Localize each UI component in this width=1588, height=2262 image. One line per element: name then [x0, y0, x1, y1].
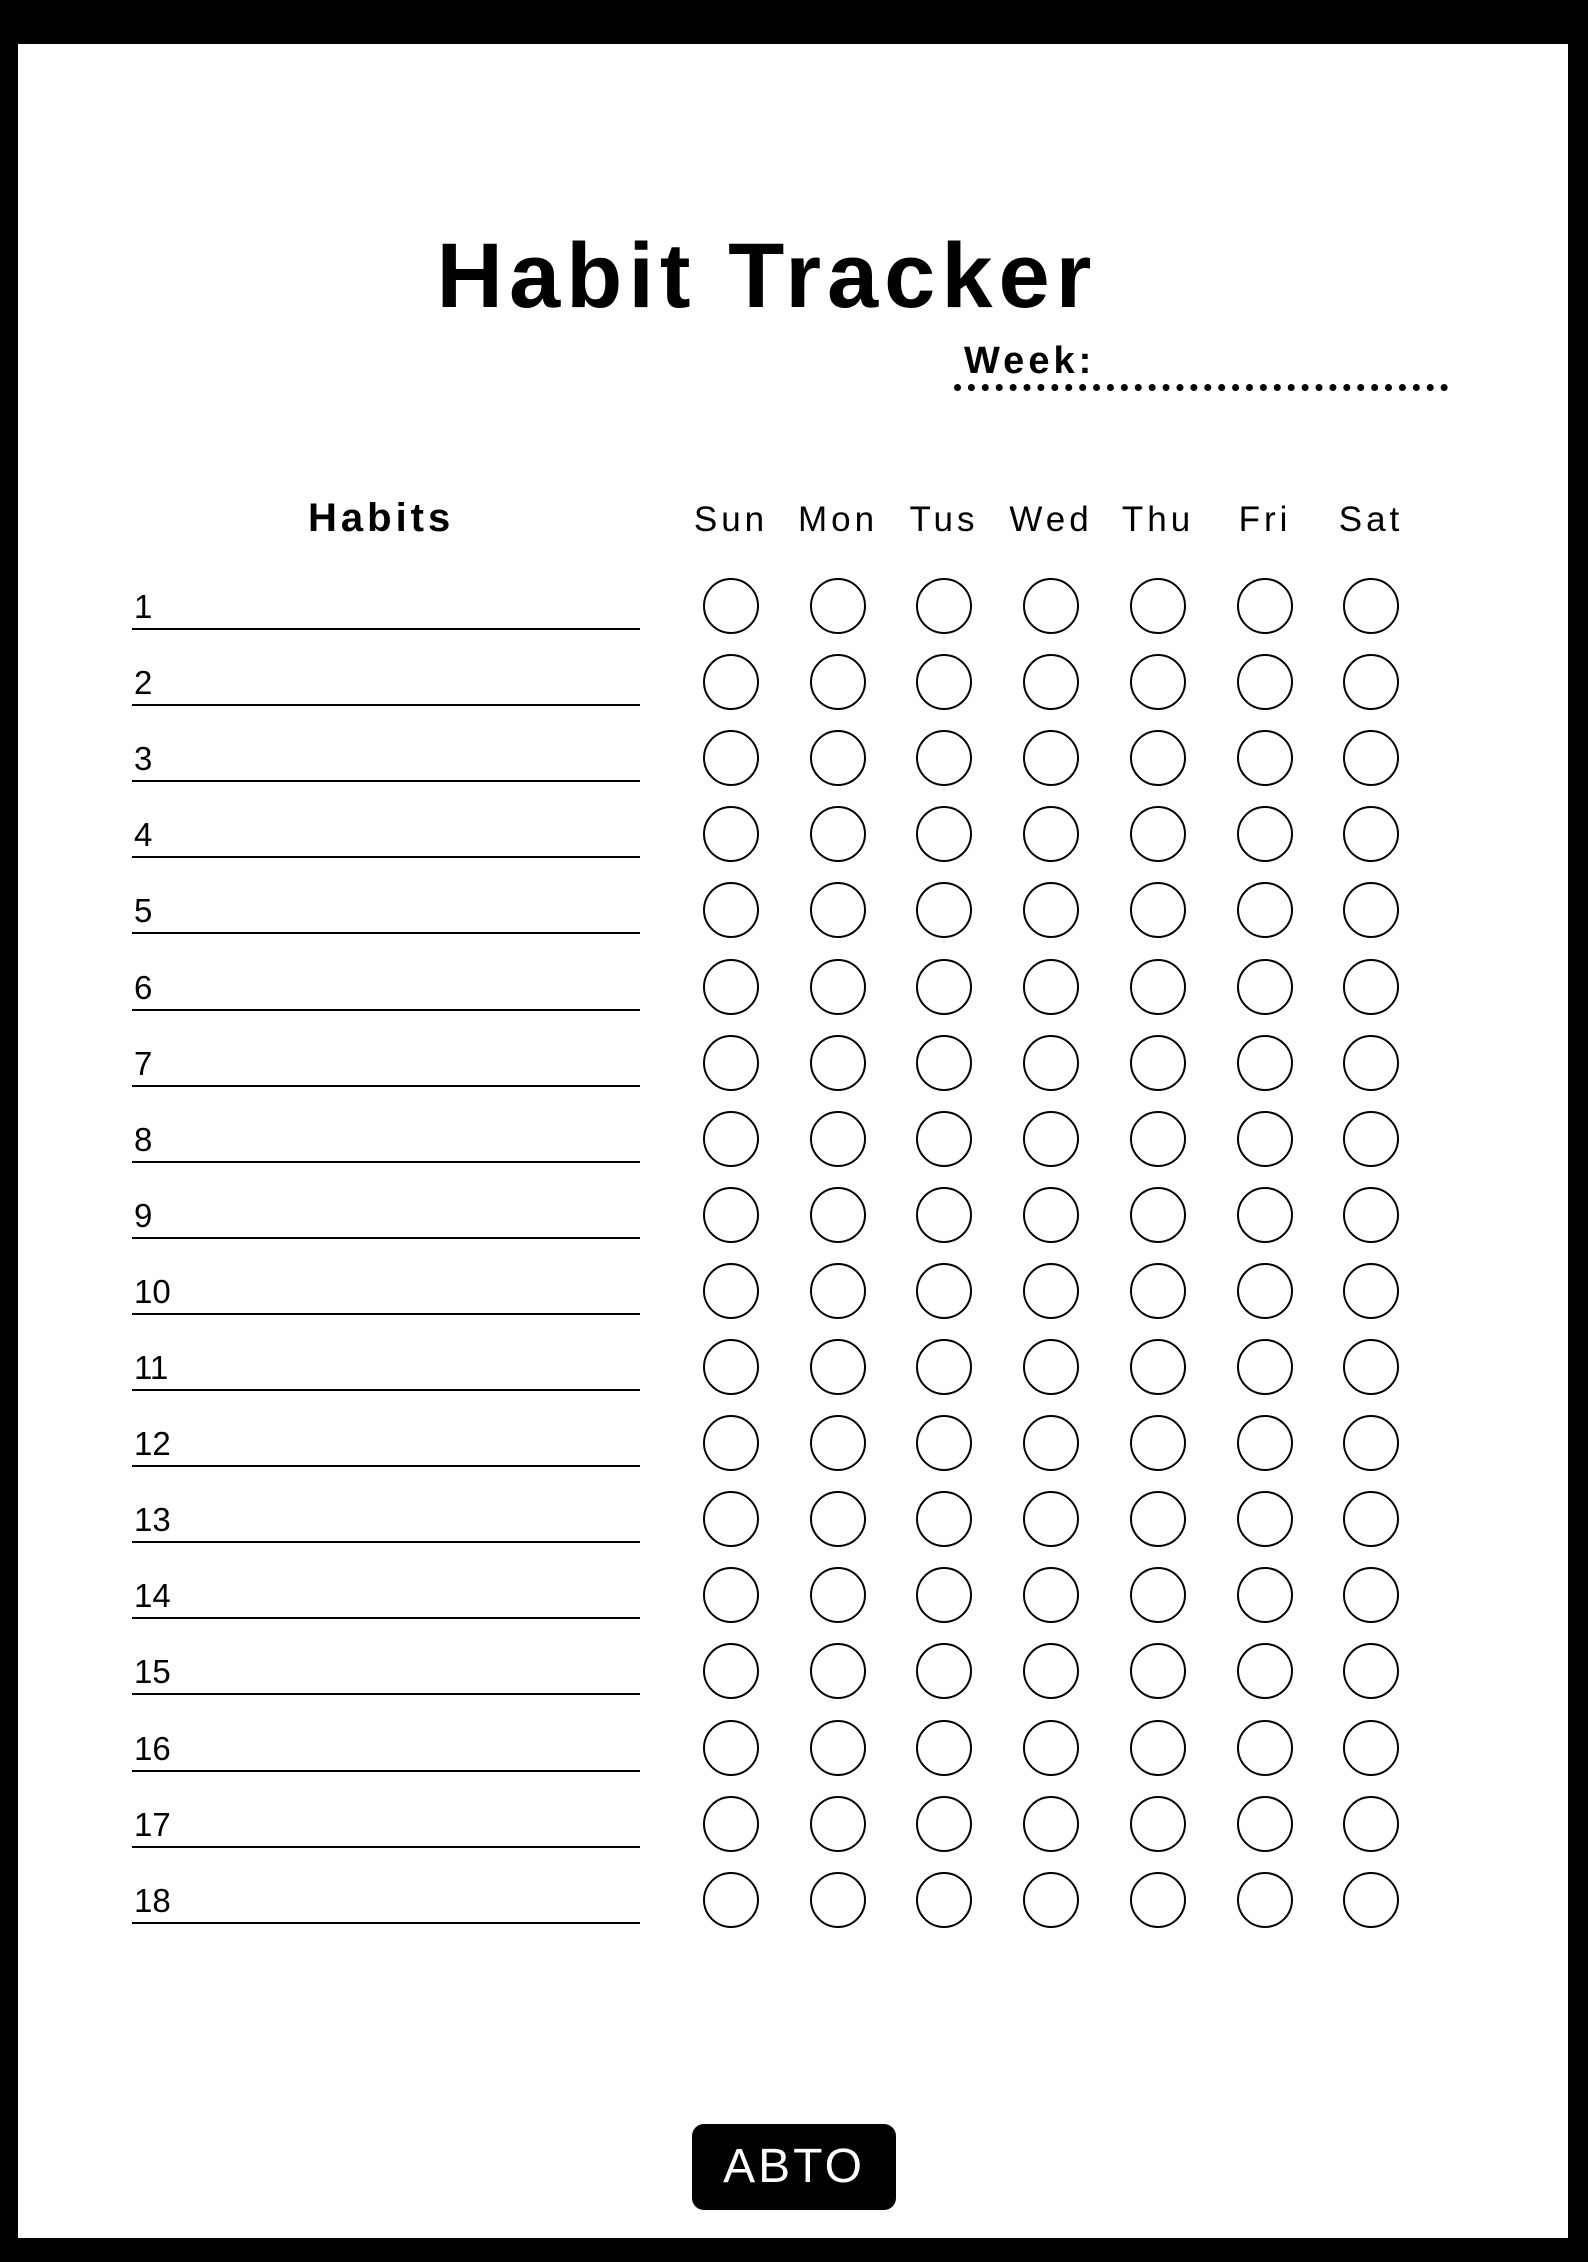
habit-name-line[interactable] [132, 1846, 640, 1848]
habit-check-circle-wed[interactable] [1023, 1491, 1079, 1547]
habit-check-circle-mon[interactable] [810, 1643, 866, 1699]
habit-check-circle-wed[interactable] [1023, 1796, 1079, 1852]
habit-check-circle-sun[interactable] [703, 1491, 759, 1547]
habit-check-circle-thu[interactable] [1130, 1796, 1186, 1852]
habit-check-circle-wed[interactable] [1023, 1415, 1079, 1471]
habit-check-circle-wed[interactable] [1023, 1567, 1079, 1623]
habit-row-number: 1 [134, 588, 153, 625]
habit-check-circle-tus[interactable] [916, 1872, 972, 1928]
habit-check-circle-mon[interactable] [810, 1796, 866, 1852]
habit-check-circle-sun[interactable] [703, 654, 759, 710]
habit-check-circle-tus[interactable] [916, 806, 972, 862]
habit-check-circle-thu[interactable] [1130, 882, 1186, 938]
habit-check-circle-sat[interactable] [1343, 1111, 1399, 1167]
habit-name-line[interactable] [132, 932, 640, 934]
habit-check-circle-sat[interactable] [1343, 1415, 1399, 1471]
habit-check-circle-tus[interactable] [916, 1796, 972, 1852]
habit-check-circle-fri[interactable] [1237, 1491, 1293, 1547]
habit-check-circle-sat[interactable] [1343, 882, 1399, 938]
habit-check-circle-sun[interactable] [703, 1643, 759, 1699]
habit-check-circle-fri[interactable] [1237, 730, 1293, 786]
habit-check-circle-mon[interactable] [810, 1339, 866, 1395]
habit-name-line[interactable] [132, 780, 640, 782]
habit-check-circle-sun[interactable] [703, 1035, 759, 1091]
habit-check-circle-sun[interactable] [703, 882, 759, 938]
habit-check-circle-fri[interactable] [1237, 1263, 1293, 1319]
habit-name-line[interactable] [132, 1389, 640, 1391]
habit-check-circle-tus[interactable] [916, 1643, 972, 1699]
habit-check-circle-mon[interactable] [810, 1111, 866, 1167]
habit-check-circle-sun[interactable] [703, 959, 759, 1015]
habit-check-circle-wed[interactable] [1023, 1643, 1079, 1699]
habit-check-circle-mon[interactable] [810, 1567, 866, 1623]
day-header-mon: Mon [797, 500, 879, 539]
habit-check-circle-fri[interactable] [1237, 1035, 1293, 1091]
habit-check-circle-sun[interactable] [703, 1111, 759, 1167]
habit-check-circle-tus[interactable] [916, 654, 972, 710]
habit-check-circle-thu[interactable] [1130, 1111, 1186, 1167]
habit-check-circle-fri[interactable] [1237, 806, 1293, 862]
habit-row-number: 17 [134, 1805, 171, 1843]
habit-check-circle-sun[interactable] [703, 1720, 759, 1776]
habit-check-circle-tus[interactable] [916, 1111, 972, 1167]
habit-row-number: 16 [134, 1729, 171, 1767]
habit-check-circle-mon[interactable] [810, 882, 866, 938]
habit-check-circle-wed[interactable] [1023, 1339, 1079, 1395]
habit-check-circle-mon[interactable] [810, 1872, 866, 1928]
habit-check-circle-fri[interactable] [1237, 1796, 1293, 1852]
habit-check-circle-tus[interactable] [916, 1339, 972, 1395]
habit-check-circle-sat[interactable] [1343, 654, 1399, 710]
habit-check-circle-sun[interactable] [703, 1187, 759, 1243]
habit-check-circle-thu[interactable] [1130, 806, 1186, 862]
habit-row-number: 9 [134, 1196, 153, 1234]
day-header-sat: Sat [1338, 500, 1404, 539]
habit-check-circle-wed[interactable] [1023, 1035, 1079, 1091]
habit-row-number: 13 [134, 1501, 171, 1539]
habit-check-circle-wed[interactable] [1023, 1111, 1079, 1167]
habit-check-circle-sun[interactable] [703, 578, 759, 634]
habit-check-circle-mon[interactable] [810, 1187, 866, 1243]
habit-check-circle-sun[interactable] [703, 806, 759, 862]
habit-check-circle-thu[interactable] [1130, 578, 1186, 634]
habit-check-circle-fri[interactable] [1237, 1720, 1293, 1776]
habit-check-circle-mon[interactable] [810, 1415, 866, 1471]
habit-check-circle-sun[interactable] [703, 1872, 759, 1928]
habit-check-circle-wed[interactable] [1023, 578, 1079, 634]
habit-name-line[interactable] [132, 704, 640, 706]
habit-check-circle-mon[interactable] [810, 1720, 866, 1776]
day-header-tus: Tus [909, 500, 979, 539]
habit-row-number: 15 [134, 1653, 171, 1691]
habit-check-circle-sat[interactable] [1343, 806, 1399, 862]
habit-check-circle-tus[interactable] [916, 1035, 972, 1091]
habit-check-circle-fri[interactable] [1237, 654, 1293, 710]
tracker-page [18, 44, 1568, 2238]
habit-check-circle-sat[interactable] [1343, 1035, 1399, 1091]
habit-check-circle-mon[interactable] [810, 654, 866, 710]
habit-check-circle-mon[interactable] [810, 578, 866, 634]
habit-row-number: 5 [134, 892, 153, 930]
habit-check-circle-tus[interactable] [916, 1187, 972, 1243]
habit-check-circle-sun[interactable] [703, 1796, 759, 1852]
habit-check-circle-sat[interactable] [1343, 1567, 1399, 1623]
habit-check-circle-thu[interactable] [1130, 1567, 1186, 1623]
watermark-badge: ABTO [692, 2124, 896, 2210]
habit-name-line[interactable] [132, 1313, 640, 1315]
habit-check-circle-thu[interactable] [1130, 1187, 1186, 1243]
habit-name-line[interactable] [132, 1161, 640, 1163]
habit-row-number: 18 [134, 1881, 171, 1919]
habit-check-circle-tus[interactable] [916, 959, 972, 1015]
habit-check-circle-mon[interactable] [810, 1491, 866, 1547]
habit-check-circle-sat[interactable] [1343, 1187, 1399, 1243]
habit-check-circle-tus[interactable] [916, 882, 972, 938]
habit-check-circle-wed[interactable] [1023, 882, 1079, 938]
habit-row-number: 11 [134, 1349, 169, 1386]
habit-check-circle-sat[interactable] [1343, 1796, 1399, 1852]
habit-row-number: 4 [134, 816, 153, 854]
page-title [18, 224, 1568, 329]
habit-check-circle-thu[interactable] [1130, 1263, 1186, 1319]
habit-check-circle-sat[interactable] [1343, 578, 1399, 634]
habit-check-circle-mon[interactable] [810, 1035, 866, 1091]
habit-name-line[interactable] [132, 628, 640, 630]
habit-check-circle-sun[interactable] [703, 1415, 759, 1471]
habit-check-circle-mon[interactable] [810, 959, 866, 1015]
habit-check-circle-sat[interactable] [1343, 730, 1399, 786]
habit-check-circle-sat[interactable] [1343, 1872, 1399, 1928]
habit-check-circle-sat[interactable] [1343, 1263, 1399, 1319]
habit-check-circle-wed[interactable] [1023, 654, 1079, 710]
day-header-fri: Fri [1238, 500, 1292, 539]
habit-check-circle-tus[interactable] [916, 578, 972, 634]
habit-check-circle-fri[interactable] [1237, 1339, 1293, 1395]
habit-check-circle-thu[interactable] [1130, 1491, 1186, 1547]
habit-check-circle-thu[interactable] [1130, 1035, 1186, 1091]
habit-check-circle-fri[interactable] [1237, 882, 1293, 938]
habit-check-circle-fri[interactable] [1237, 1872, 1293, 1928]
habit-check-circle-sat[interactable] [1343, 1491, 1399, 1547]
habit-check-circle-mon[interactable] [810, 806, 866, 862]
habit-check-circle-sat[interactable] [1343, 1643, 1399, 1699]
habit-check-circle-fri[interactable] [1237, 1415, 1293, 1471]
habit-check-circle-fri[interactable] [1237, 959, 1293, 1015]
habit-check-circle-fri[interactable] [1237, 1567, 1293, 1623]
habit-check-circle-wed[interactable] [1023, 806, 1079, 862]
habit-check-circle-fri[interactable] [1237, 1187, 1293, 1243]
habit-name-line[interactable] [132, 1770, 640, 1772]
habit-check-circle-thu[interactable] [1130, 654, 1186, 710]
habit-check-circle-wed[interactable] [1023, 1187, 1079, 1243]
habit-name-line[interactable] [132, 1922, 640, 1924]
habit-name-line[interactable] [132, 1085, 640, 1087]
habit-check-circle-thu[interactable] [1130, 730, 1186, 786]
habit-check-circle-tus[interactable] [916, 1263, 972, 1319]
habit-check-circle-tus[interactable] [916, 1567, 972, 1623]
habit-check-circle-fri[interactable] [1237, 1111, 1293, 1167]
habit-check-circle-fri[interactable] [1237, 578, 1293, 634]
habit-check-circle-wed[interactable] [1023, 1720, 1079, 1776]
habit-name-line[interactable] [132, 1465, 640, 1467]
habit-check-circle-sun[interactable] [703, 1263, 759, 1319]
habit-check-circle-wed[interactable] [1023, 1872, 1079, 1928]
habit-row-number: 14 [134, 1577, 171, 1615]
habit-row-number: 7 [134, 1044, 153, 1082]
habit-check-circle-fri[interactable] [1237, 1643, 1293, 1699]
habit-check-circle-thu[interactable] [1130, 1415, 1186, 1471]
habit-check-circle-wed[interactable] [1023, 730, 1079, 786]
habit-check-circle-sun[interactable] [703, 730, 759, 786]
habit-name-line[interactable] [132, 1541, 640, 1543]
habit-check-circle-sun[interactable] [703, 1567, 759, 1623]
day-header-sun: Sun [693, 500, 769, 539]
habit-check-circle-tus[interactable] [916, 1415, 972, 1471]
day-header-wed: Wed [1009, 500, 1093, 539]
habit-check-circle-sat[interactable] [1343, 959, 1399, 1015]
habit-row-number: 2 [134, 664, 153, 702]
habit-name-line[interactable] [132, 1617, 640, 1619]
habit-check-circle-sat[interactable] [1343, 1720, 1399, 1776]
habit-check-circle-thu[interactable] [1130, 1643, 1186, 1699]
habit-name-line[interactable] [132, 1693, 640, 1695]
habit-check-circle-thu[interactable] [1130, 959, 1186, 1015]
habit-row-number: 6 [134, 968, 153, 1006]
habit-check-circle-tus[interactable] [916, 1720, 972, 1776]
habit-check-circle-wed[interactable] [1023, 1263, 1079, 1319]
habit-row-number: 3 [134, 740, 153, 778]
habit-row-number: 10 [134, 1272, 171, 1310]
habit-check-circle-wed[interactable] [1023, 959, 1079, 1015]
habit-check-circle-thu[interactable] [1130, 1720, 1186, 1776]
week-input-line[interactable] [954, 384, 1448, 391]
habit-check-circle-tus[interactable] [916, 730, 972, 786]
habits-header: Habits [308, 496, 455, 540]
habit-row-number: 8 [134, 1120, 153, 1158]
day-header-thu: Thu [1121, 500, 1195, 539]
habit-check-circle-mon[interactable] [810, 730, 866, 786]
habit-name-line[interactable] [132, 856, 640, 858]
habit-check-circle-tus[interactable] [916, 1491, 972, 1547]
habit-row-number: 12 [134, 1425, 171, 1463]
habit-check-circle-thu[interactable] [1130, 1339, 1186, 1395]
habit-check-circle-sun[interactable] [703, 1339, 759, 1395]
habit-check-circle-mon[interactable] [810, 1263, 866, 1319]
habit-name-line[interactable] [132, 1237, 640, 1239]
week-label: Week: [964, 340, 1096, 382]
page-title-text: Habit Tracker [436, 225, 1098, 327]
habit-check-circle-sat[interactable] [1343, 1339, 1399, 1395]
habit-name-line[interactable] [132, 1009, 640, 1011]
habit-check-circle-thu[interactable] [1130, 1872, 1186, 1928]
